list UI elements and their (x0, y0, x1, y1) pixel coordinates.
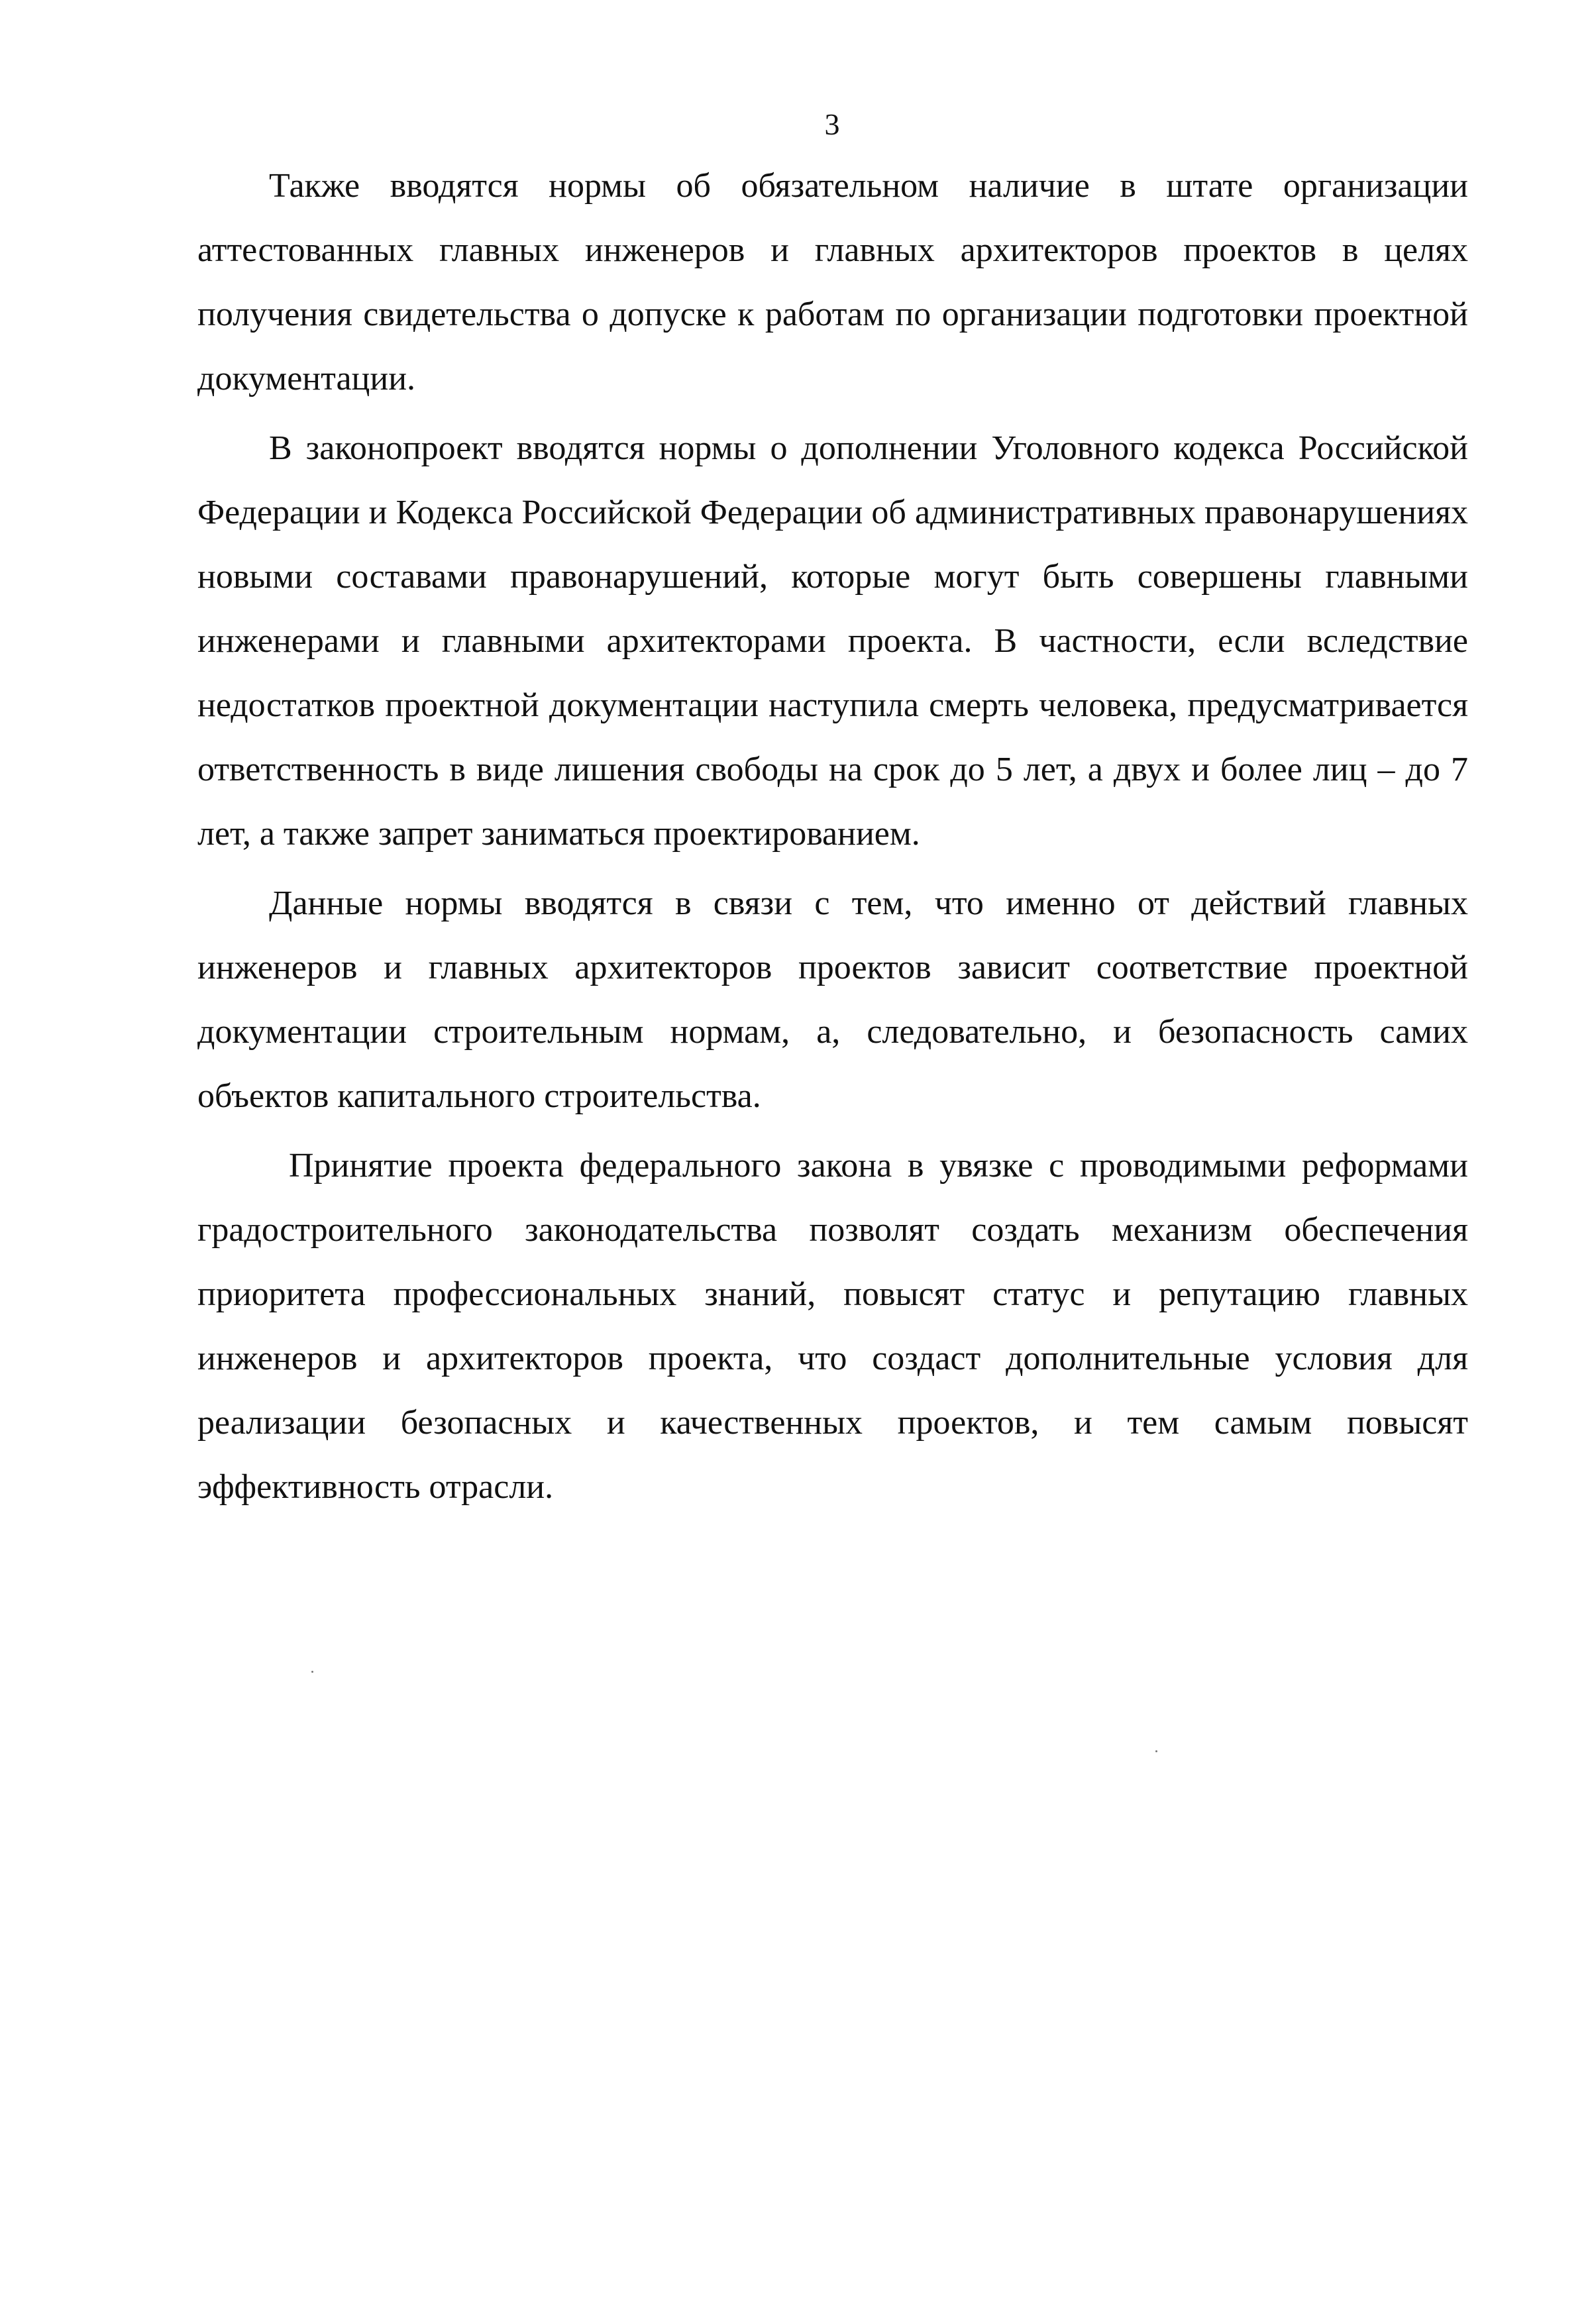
page-number: 3 (824, 107, 840, 141)
scan-speck (311, 1671, 313, 1673)
paragraph-4: Принятие проекта федерального закона в увязке с проводимыми реформами градостроительного законодательства позволят создать механизм обеспечения приоритета профессиональных знаний, повысят статус и репутацию главных инженеров и архитекторов проекта, что создаст дополнительные условия для реализации безопасных и качественных проектов, и тем самым повысят эффективность отрасли. (197, 1147, 1468, 1506)
paragraph-1: Также вводятся нормы об обязательном наличие в штате организации аттестованных главных инженеров и главных архитекторов проектов в целях получения свидетельства о допуске к работам по организации подготовки проектной документации. (197, 167, 1468, 397)
scan-speck (1155, 1750, 1157, 1752)
paragraph-2: В законопроект вводятся нормы о дополнении Уголовного кодекса Российской Федерации и Кодекса Российской Федерации об административных правонарушениях новыми составами правонарушений, которые могут быть совершены главными инженерами и главными архитекторами проекта. В частности, если вследствие недостатков проектной документации наступила смерть человека, предусматривается ответственность в виде лишения свободы на срок до 5 лет, а двух и более лиц – до 7 лет, а также запрет заниматься проектированием. (197, 429, 1468, 853)
document-body (197, 154, 1468, 1519)
paragraph-3: Данные нормы вводятся в связи с тем, что именно от действий главных инженеров и главных архитекторов проектов зависит соответствие проектной документации строительным нормам, а, следовательно, и безопасность самих объектов капитального строительства. (197, 884, 1468, 1115)
